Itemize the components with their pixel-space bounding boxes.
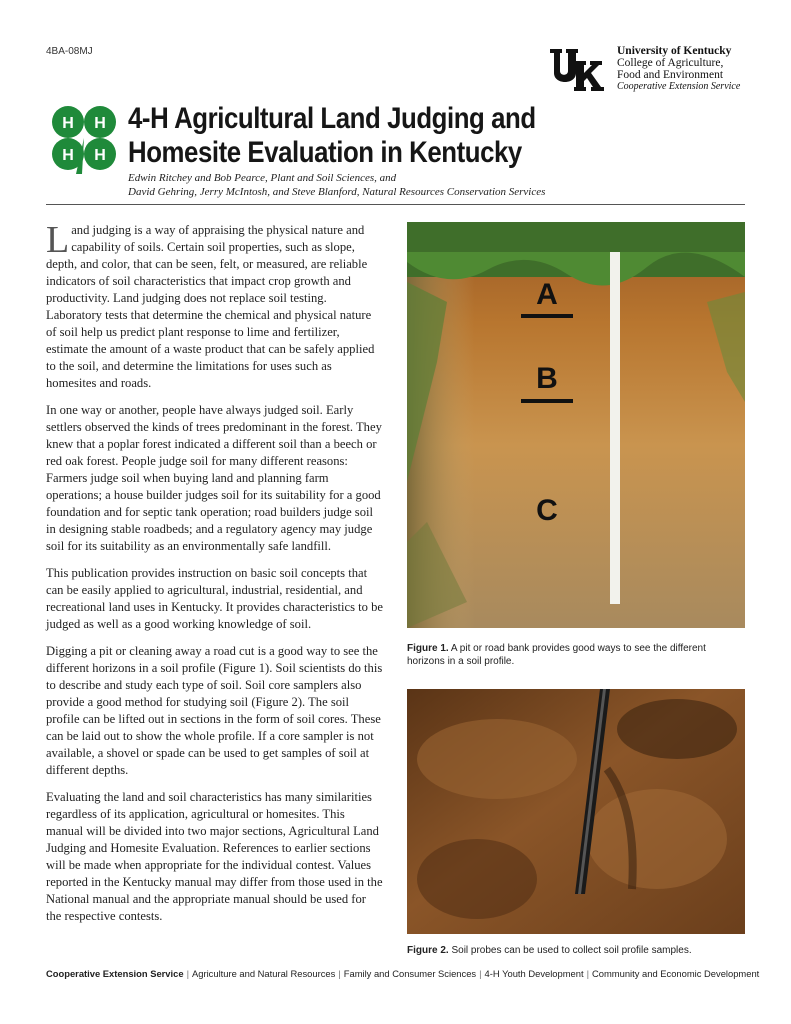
figure-2-caption-text: Soil probes can be used to collect soil profile samples. [448,945,692,956]
svg-text:H: H [62,147,74,164]
figure-2-caption-label: Figure 2. [407,945,449,956]
institution-college-2: Food and Environment [617,69,724,81]
institution-college: College of Agriculture, [617,57,724,69]
footer-item-community: Community and Economic Development [592,968,760,979]
title-line-2: Homesite Evaluation in Kentucky [128,136,522,169]
four-h-clover-icon [46,100,122,176]
paragraph-1-text: and judging is a way of appraising the physical nature and capability of soils. Certain soil properties, such as slope, depth, and color, that can be seen, felt, or measured, are reliable indicators of soil characteristics that impact crop growth and productivity. Land judging does not replace soil testing. Laboratory tests that determine the chemical and physical nature of soil help us predict plant response to lime and fertilizer, estimate the amount of a waste product that can be safely applied to the soil, and determine the limitations for uses such as homesites and roads. [46,223,375,390]
footer-separator: | [186,968,189,979]
paragraph-5: Evaluating the land and soil characteristics has many similarities regardless of its application, agricultural or homesites. This manual will be divided into two major sections, Agricultural Land Judging and Homesite Evaluation. References to earlier sections will be made when appropriate for the individual contest. Values reported in the Kentucky manual may differ from those used in the National manual and the appropriate manual should be used for the respective contests. [46,790,383,923]
figure-1-soil-profile-photo [407,222,745,628]
paragraph-2: In one way or another, people have always judged soil. Early settlers observed the kinds of trees predominant in the forest. They knew that a poplar forest indicated a different soil than a beech or red oak forest. People judge soil for many different reasons: Farmers judge soil when buying land and planning farm operations; a house builder judges soil for its suitability for a good foundation and for septic tank operation; road builders judge soil in designing stable roadbeds; and a regulatory agency may judge soil for its suitability as an environmentally safe landfill. [46,403,382,553]
footer-item-4h: 4-H Youth Development [484,968,584,979]
uk-logo-icon [548,47,610,93]
figure-1-caption [407,642,745,668]
paragraph-4: Digging a pit or cleaning away a road cut is a good way to see the different horizons in a soil profile (Figure 1). Soil scientists do this to describe and study each type of soil. Soil core samplers also provide a good method for studying soil (Figure 2). The soil profile can be lifted out in sections in the form of soil cores. These can be laid out to show the whole profile. If a core sampler is not available, a shovel or spade can be used to get samples of soil at different depths. [46,644,383,777]
figure-2-soil-probe-photo [407,689,745,934]
body-column [46,219,384,935]
paragraph-1 [46,219,384,392]
svg-text:H: H [62,115,74,132]
footer [46,968,760,979]
figure-1-caption-label: Figure 1. [407,643,449,654]
footer-item-family: Family and Consumer Sciences [343,968,477,979]
authors-line-2: David Gehring, Jerry McIntosh, and Steve Blanford, Natural Resources Conservation Services [128,186,546,198]
figure-1-caption-text: A pit or road bank provides good ways to see the different horizons in a soil profile. [407,643,706,667]
footer-separator: | [586,968,590,979]
header-divider [46,204,745,205]
footer-item-extension: Cooperative Extension Service [46,968,184,979]
authors-line-1: Edwin Ritchey and Bob Pearce, Plant and Soil Sciences, and [128,172,397,184]
footer-separator: | [479,968,482,979]
footer-separator: | [338,968,341,979]
institution-service: Cooperative Extension Service [617,81,741,92]
authors [128,171,545,199]
horizon-label-b: B [536,362,558,395]
title-line-1: 4-H Agricultural Land Judging and [128,102,536,135]
footer-item-agriculture: Agriculture and Natural Resources [192,968,336,979]
svg-text:H: H [94,115,106,132]
institution-block [617,45,740,93]
figure-2-caption [407,944,745,957]
horizon-label-a: A [536,278,558,311]
paragraph-3: This publication provides instruction on basic soil concepts that can be easily applied to agricultural, industrial, residential, and recreational land uses in Kentucky. It provides characteristics to be judged as well as a good working knowledge of soil. [46,566,383,631]
horizon-label-c: C [536,494,558,527]
drop-cap: L [46,219,70,261]
institution-university: University of Kentucky [617,45,732,57]
svg-text:H: H [94,147,106,164]
publication-code: 4BA-08MJ [46,46,93,57]
page-title [128,102,575,170]
